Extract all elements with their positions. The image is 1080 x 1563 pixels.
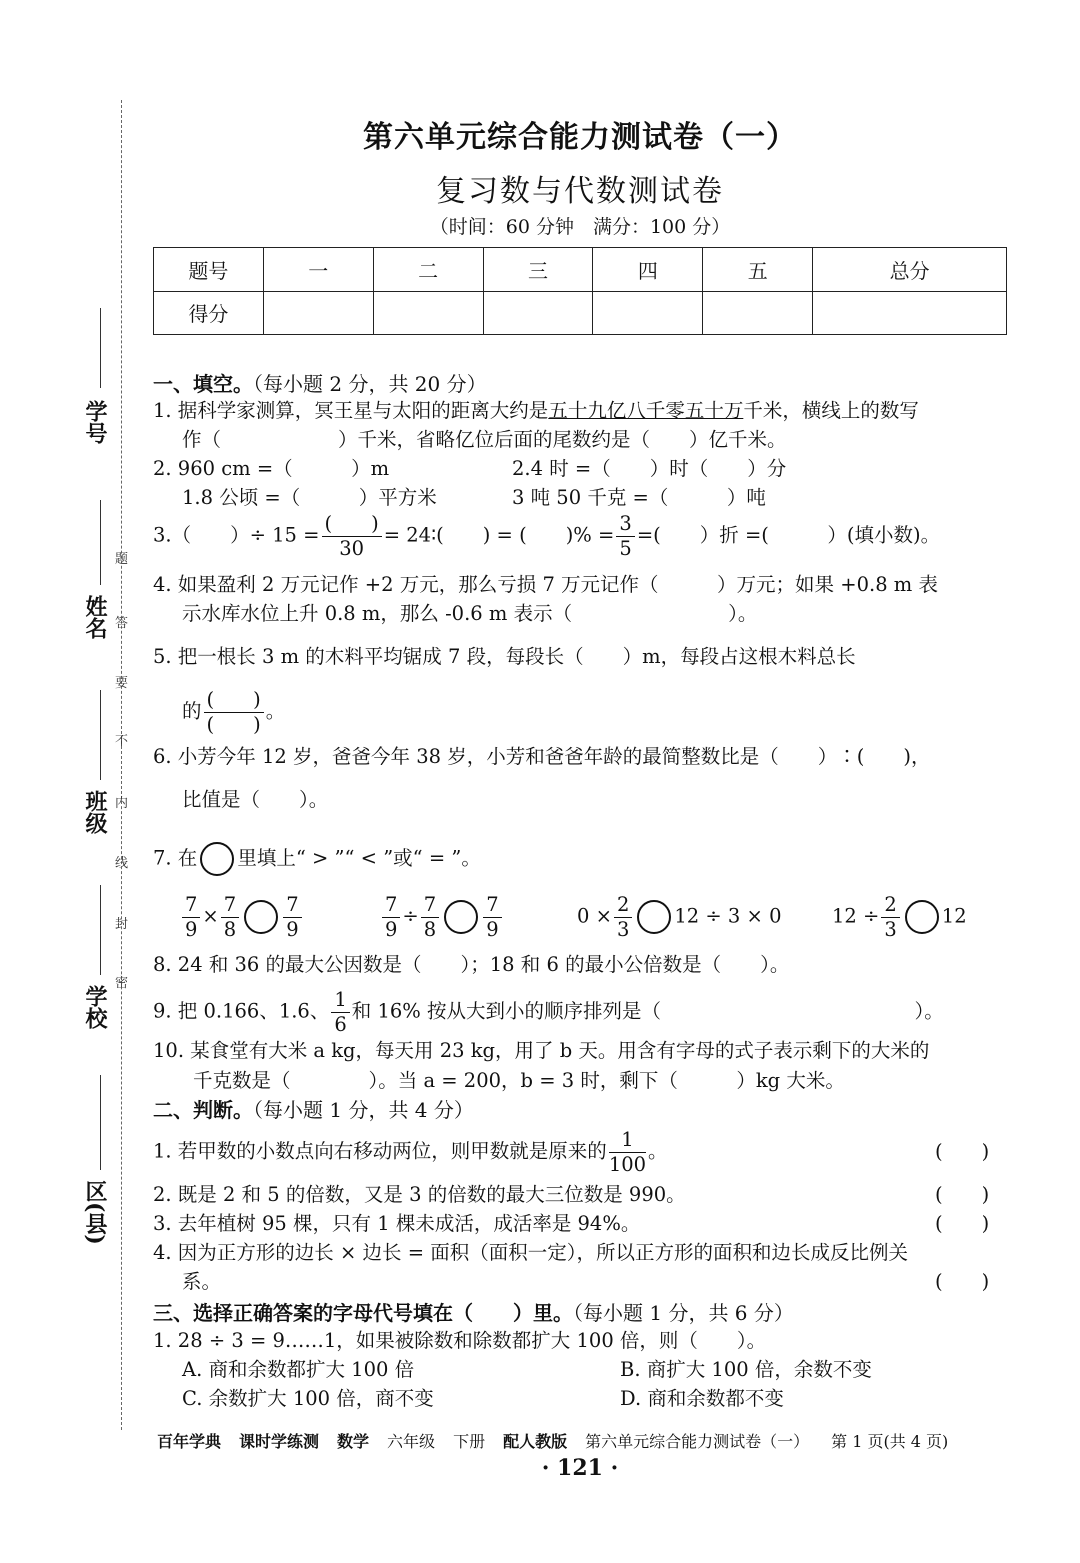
answer-circle[interactable] xyxy=(244,900,278,934)
fraction xyxy=(382,895,400,939)
compare-expression xyxy=(577,895,781,939)
page-title: 第六单元综合能力测试卷（一） xyxy=(363,120,797,155)
section-note: （每小题 1 分，共 4 分） xyxy=(253,1098,474,1122)
question-text: 和 16% 按从大到小的顺序排列是（ ）。 xyxy=(351,999,944,1023)
score-cell[interactable] xyxy=(263,291,373,335)
table-header-cell: 题号 xyxy=(154,248,264,292)
question-text: 3.（ ）÷ 15 = xyxy=(153,523,320,547)
fraction-denominator: 6 xyxy=(334,1012,347,1036)
fraction-numerator: 7 xyxy=(283,895,301,918)
section-heading-choice xyxy=(153,1297,794,1326)
question-line: 8. 24 和 36 的最大公因数是（ ）；18 和 6 的最小公倍数是（ ）。 xyxy=(153,953,790,976)
fraction-denominator: 30 xyxy=(339,536,365,560)
footer-brand: 百年学典 xyxy=(157,1432,222,1451)
question-text: =( ）折 =( ）(填小数)。 xyxy=(636,523,941,547)
question-text: 0 × xyxy=(577,904,612,928)
page-number: · 121 · xyxy=(541,1455,619,1481)
option-a: A. 商和余数都扩大 100 倍 xyxy=(182,1358,415,1381)
section-title: 三、选择正确答案的字母代号填在（ ）里。 xyxy=(153,1301,573,1325)
margin-blank-line xyxy=(100,500,101,585)
question-text: 12 xyxy=(941,904,967,928)
fraction xyxy=(204,690,264,734)
question-line: 1. 28 ÷ 3 = 9……1，如果被除数和除数都扩大 100 倍，则（ ）。 xyxy=(153,1329,767,1352)
compare-circle-icon xyxy=(200,842,234,876)
answer-circle[interactable] xyxy=(905,900,939,934)
fraction xyxy=(609,1130,646,1174)
score-cell[interactable] xyxy=(703,291,813,335)
fraction-denominator: ( ) xyxy=(206,712,261,736)
margin-label-district: 区(县) xyxy=(82,1180,108,1245)
answer-circle[interactable] xyxy=(444,900,478,934)
table-header-cell: 总分 xyxy=(813,248,1007,292)
question-line xyxy=(153,842,481,876)
option-d: D. 商和余数都不变 xyxy=(620,1387,784,1410)
question-text: 里填上“ > ”“ < ”或“ = ”。 xyxy=(237,846,481,870)
footer-page-count: 第 1 页(共 4 页) xyxy=(831,1432,949,1451)
answer-parentheses[interactable]: ( ) xyxy=(935,1270,990,1293)
score-table xyxy=(153,247,1007,335)
operator: ÷ xyxy=(402,904,419,928)
fraction xyxy=(421,895,439,939)
footer-subject: 数学 xyxy=(337,1432,370,1451)
question-line: 2.4 时 =（ ）时（ ）分 xyxy=(512,457,787,480)
option-b: B. 商扩大 100 倍，余数不变 xyxy=(620,1358,872,1381)
footer-grade: 六年级 xyxy=(387,1432,436,1451)
question-line: 系。 xyxy=(182,1270,222,1293)
fraction xyxy=(483,895,501,939)
question-line: 4. 如果盈利 2 万元记作 +2 万元，那么亏损 7 万元记作（ ）万元；如果 +0.8 m 表 xyxy=(153,573,938,596)
section-heading-fill-blank xyxy=(153,368,487,397)
fraction xyxy=(616,514,634,558)
table-row-label: 得分 xyxy=(154,291,264,335)
fraction xyxy=(614,895,632,939)
table-row xyxy=(154,291,1007,335)
question-text: 。 xyxy=(265,699,286,723)
seal-char: 封 xyxy=(115,917,129,932)
fraction-numerator: 3 xyxy=(616,514,634,537)
answer-circle[interactable] xyxy=(637,900,671,934)
seal-char: 题 xyxy=(115,552,129,567)
fraction-numerator: 7 xyxy=(182,895,200,918)
fraction-denominator: 100 xyxy=(608,1152,647,1176)
question-line: 4. 因为正方形的边长 × 边长 = 面积（面积一定），所以正方形的面积和边长成反比例关 xyxy=(153,1241,909,1264)
fraction-denominator: 8 xyxy=(223,917,237,941)
question-line: 示水库水位上升 0.8 m，那么 -0.6 m 表示（ ）。 xyxy=(182,602,758,625)
question-line xyxy=(153,514,940,558)
fraction xyxy=(182,895,200,939)
section-heading-judge xyxy=(153,1094,474,1123)
compare-expression xyxy=(180,895,304,939)
fraction-denominator: 3 xyxy=(616,917,630,941)
fraction-denominator: 9 xyxy=(385,917,398,941)
table-header-cell: 四 xyxy=(593,248,703,292)
compare-expression xyxy=(832,895,967,939)
footer-series: 课时学练测 xyxy=(239,1432,320,1451)
fraction xyxy=(881,895,899,939)
question-line: 3. 去年植树 95 棵，只有 1 棵未成活，成活率是 94%。 xyxy=(153,1212,641,1235)
footer-edition: 配人教版 xyxy=(503,1432,568,1451)
question-line: 千克数是（ ）。当 a = 200，b = 3 时，剩下（ ）kg 大米。 xyxy=(193,1069,845,1092)
margin-blank-line xyxy=(100,690,101,780)
question-text: 的 xyxy=(182,699,202,723)
fraction-numerator: 2 xyxy=(614,895,632,918)
score-cell[interactable] xyxy=(483,291,593,335)
page-subtitle: 复习数与代数测试卷 xyxy=(436,174,724,209)
margin-label-class: 班级 xyxy=(82,790,108,834)
table-row xyxy=(154,248,1007,292)
compare-expression xyxy=(380,895,504,939)
question-line xyxy=(153,396,919,426)
section-note: （每小题 1 分，共 6 分） xyxy=(573,1301,794,1325)
fraction xyxy=(221,895,239,939)
underlined-number-words: 五十九亿八千零五十万 xyxy=(548,399,744,422)
exam-meta: （时间：60 分钟 满分：100 分） xyxy=(429,216,731,238)
fraction-numerator: 7 xyxy=(221,895,239,918)
question-line: 3 吨 50 千克 =（ ）吨 xyxy=(512,486,766,509)
fraction-numerator: ( ) xyxy=(204,690,264,713)
question-line: 比值是（ ）。 xyxy=(182,788,329,811)
question-text: 。 xyxy=(648,1139,668,1163)
table-header-cell: 二 xyxy=(373,248,483,292)
section-title: 一、填空。 xyxy=(153,372,253,396)
answer-parentheses[interactable]: ( ) xyxy=(935,1212,990,1235)
seal-char: 答 xyxy=(115,616,129,631)
answer-parentheses[interactable]: ( ) xyxy=(935,1183,990,1206)
fraction-denominator: 9 xyxy=(286,917,299,941)
binding-dashed-line xyxy=(121,100,122,1430)
seal-char: 密 xyxy=(115,976,129,991)
question-line: 6. 小芳今年 12 岁，爸爸今年 38 岁，小芳和爸爸年龄的最简整数比是（ ）∶( )， xyxy=(153,745,931,768)
fraction-denominator: 9 xyxy=(185,917,198,941)
question-line: 2. 既是 2 和 5 的倍数，又是 3 的倍数的最大三位数是 990。 xyxy=(153,1183,686,1206)
option-c: C. 余数扩大 100 倍，商不变 xyxy=(182,1387,434,1410)
question-line xyxy=(153,990,944,1034)
question-line: 10. 某食堂有大米 a kg，每天用 23 kg，用了 b 天。用含有字母的式子表示剩下的大米的 xyxy=(153,1039,930,1062)
question-text: 12 ÷ 3 × 0 xyxy=(674,904,782,928)
section-title: 二、判断。 xyxy=(153,1098,253,1122)
score-cell[interactable] xyxy=(813,291,1007,335)
question-line: 2. 960 cm =（ ）m xyxy=(153,457,390,480)
margin-blank-line xyxy=(100,1075,101,1170)
question-text: = 24∶( ) = ( )% = xyxy=(383,523,615,547)
margin-blank-line xyxy=(100,885,101,975)
fraction-denominator: 5 xyxy=(619,536,632,560)
fraction-numerator: 7 xyxy=(421,895,439,918)
seal-char: 不 xyxy=(115,734,129,749)
margin-label-student-id: 学号 xyxy=(82,400,108,444)
fraction-denominator: 8 xyxy=(423,917,437,941)
page-footer xyxy=(157,1429,948,1452)
question-text: 12 ÷ xyxy=(832,904,880,928)
fraction-numerator: 7 xyxy=(382,895,400,918)
margin-label-school: 学校 xyxy=(82,985,108,1029)
footer-test-name: 第六单元综合能力测试卷（一） xyxy=(585,1432,810,1451)
question-line: 5. 把一根长 3 m 的木料平均锯成 7 段，每段长（ ）m，每段占这根木料总长 xyxy=(153,645,856,668)
score-cell[interactable] xyxy=(373,291,483,335)
question-line: 1.8 公顷 =（ ）平方米 xyxy=(182,486,437,509)
fraction-numerator: ( ) xyxy=(322,514,382,537)
margin-blank-line xyxy=(100,308,101,388)
table-header-cell: 一 xyxy=(263,248,373,292)
question-text: 7. 在 xyxy=(153,846,198,870)
table-header-cell: 五 xyxy=(703,248,813,292)
section-note: （每小题 2 分，共 20 分） xyxy=(253,372,487,396)
question-text: 1. 据科学家测算，冥王星与太阳的距离大约是 xyxy=(153,399,549,422)
fraction-numerator: 1 xyxy=(331,990,349,1013)
fraction-denominator: 9 xyxy=(486,917,499,941)
table-header-cell: 三 xyxy=(483,248,593,292)
question-text: 千米，横线上的数写 xyxy=(743,399,919,422)
operator: × xyxy=(202,904,219,928)
question-text: 1. 若甲数的小数点向右移动两位，则甲数就是原来的 xyxy=(153,1139,607,1163)
fraction xyxy=(331,990,349,1034)
fraction xyxy=(322,514,382,558)
fraction-numerator: 2 xyxy=(881,895,899,918)
question-line xyxy=(182,690,285,734)
question-line: 作（ ）千米，省略亿位后面的尾数约是（ ）亿千米。 xyxy=(182,428,787,451)
seal-char: 要 xyxy=(115,676,129,691)
score-cell[interactable] xyxy=(593,291,703,335)
question-text: 9. 把 0.166、1.6、 xyxy=(153,999,330,1023)
fraction-numerator: 7 xyxy=(483,895,501,918)
fraction-numerator: 1 xyxy=(609,1130,646,1153)
margin-label-name: 姓名 xyxy=(82,595,108,639)
answer-parentheses[interactable]: ( ) xyxy=(935,1140,990,1163)
seal-char: 线 xyxy=(115,856,129,871)
question-line xyxy=(153,1130,668,1174)
footer-volume: 下册 xyxy=(453,1432,486,1451)
seal-char: 内 xyxy=(115,796,129,811)
fraction xyxy=(283,895,301,939)
fraction-denominator: 3 xyxy=(884,917,897,941)
